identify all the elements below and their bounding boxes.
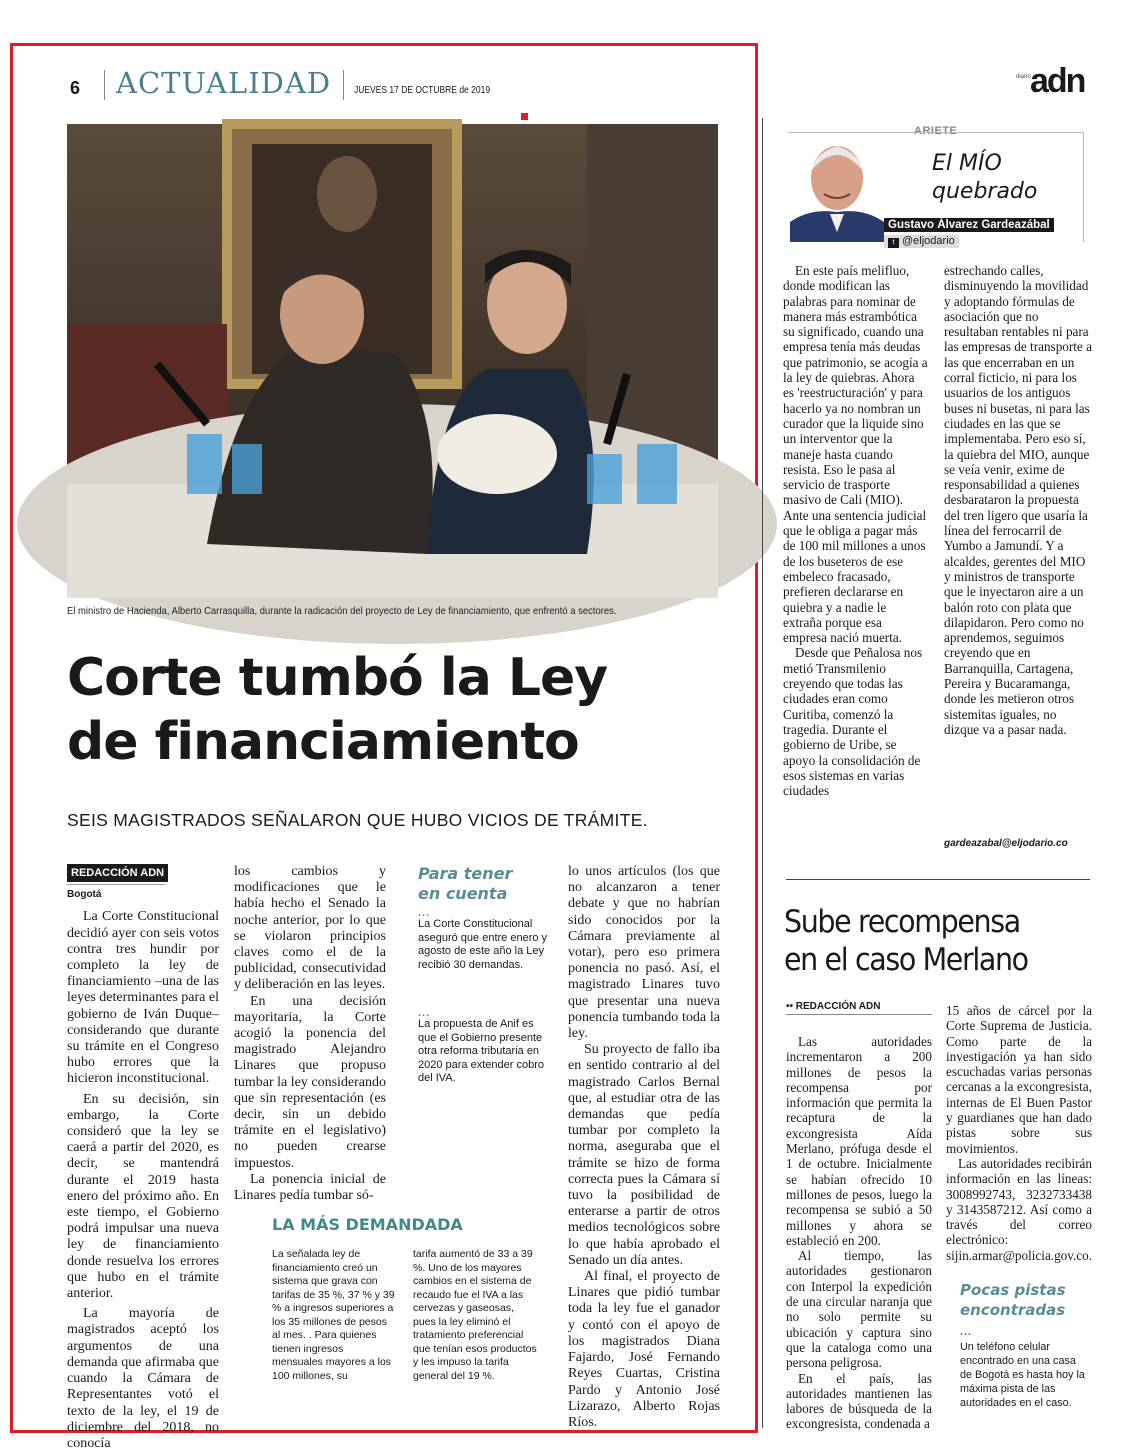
author-portrait — [790, 136, 884, 242]
byline-rule — [786, 1014, 932, 1015]
pocas-dots: ... — [960, 1324, 972, 1338]
paragraph: En su decisión, sin embargo, la Corte consideró que la ley se caerá a partir del 2020, es decir, se mantendrá durante el 2019 hasta enero del próximo año. En este tiempo, el Gobierno podrá impulsar una nueva ley de financiamiento donde resuelva los errores que hubo en el trámite anterior. — [67, 1091, 219, 1302]
note-title — [418, 864, 512, 904]
brand-small: diario — [1016, 74, 1031, 80]
article-column-1 — [67, 864, 219, 1452]
box-title: LA MÁS DEMANDADA — [272, 1215, 463, 1234]
opinion-column-1 — [783, 263, 928, 798]
paragraph: En el país, las autoridades mantienen las labores de búsqueda de la excongresista, condenada a — [786, 1370, 932, 1432]
opinion-kicker: ARIETE — [914, 125, 958, 137]
byline-rule — [67, 884, 165, 885]
article-photo — [67, 124, 718, 598]
header-divider — [343, 70, 344, 100]
opinion-title-line: quebrado — [932, 179, 1038, 204]
note-item-1 — [418, 908, 552, 972]
note-dots: ... — [418, 907, 431, 919]
article-subhead: SEIS MAGISTRADOS SEÑALARON QUE HUBO VICIOS DE TRÁMITE. — [67, 810, 648, 830]
twitter-bird-icon: t — [888, 238, 899, 248]
paragraph: Desde que Peñalosa nos metió Transmilenio creyendo que todas las ciudades eran como Curitiba, comenzó la tragedia. Durante el gobierno de Uribe, se apoyo la consolidación de esos sistemas en varias ciudades — [783, 645, 923, 799]
box-column-1: La señalada ley de financiamiento creó un sistema que grava con tarifas de 35 %, 37 % y 39 % a ingresos superiores a los 35 millones de pesos al mes. . Para quienes tienen ingresos mensuales mayores a los 100 millones, su — [272, 1248, 395, 1382]
paragraph: Las autoridades recibirán información en las líneas: 3008992743, 3232733438 y 3143587212. Así como a través del correo electrónico: sijin.armar@policia.gov.co. — [946, 1155, 1093, 1263]
merlano-column-1 — [786, 1034, 932, 1432]
headline-line: en el caso Merlano — [784, 942, 1028, 978]
note-item-2 — [418, 1008, 552, 1086]
article-column-4 — [568, 864, 720, 1431]
byline: REDACCIÓN ADN — [67, 864, 168, 882]
section-title: ACTUALIDAD — [116, 66, 332, 100]
box-column-2: tarifa aumentó de 33 a 39 %. Uno de los mayores cambios en el sistema de recaudo fue el IVA a las cervezas y gaseosas, pues la ley eliminó el tratamiento preferencial que tenían esos productos y les impuso la tarifa general del 19 %. — [413, 1248, 537, 1382]
paragraph: Las autoridades incrementaron a 200 millones de pesos la recompensa por información que permita la recaptura de la excongresista Aída Merlano, prófuga desde el 1 de octubre. Inicialmente se habían ofrecido 10 millones de pesos, luego la recompensa se subió a 50 millones y ahora se estableció en 200. — [786, 1034, 932, 1248]
note-title-line: en cuenta — [418, 884, 508, 903]
paragraph: Al final, el proyecto de Linares que pidió tumbar toda la ley fue el ganador y contó con el apoyo de los magistrados Diana Fajardo, José Fernando Reyes Cuartas, Cristina Pardo y Antonio José Lizarazo, Alberto Rojas Ríos. — [568, 1269, 720, 1430]
pocas-title — [960, 1280, 1066, 1320]
paragraph: estrechando calles, disminuyendo la movilidad y adoptando fórmulas de asociación que no resultaban rentables ni para las empresas de transporte a las que encerraban en un corral ficticio, ni para los usuarios de los antiguos buses ni busetas, ni para las ciudades en las que se implementaba. Pero eso sí, la quiebra del MIO, aunque se veía venir, exime de responsabilidad a quienes desbarataron la propuesta del tren ligero que usaría la línea del ferrocarril de Yumbo a Jamundí. Y a alcaldes, gerentes del MIO y ministros de transporte que le inyectaron aire a un balón roto con plata que dilapidaron. Pero como no aprendemos, seguimos creyendo que en Barranquilla, Cartagena, Pereira y Bucaramanga, donde les metieron otros sistemitas iguales, no dizque va a pasar nada. — [944, 263, 1092, 737]
page-number: 6 — [70, 78, 81, 98]
red-marker — [521, 113, 528, 120]
paragraph: Al tiempo, las autoridades gestionaron con Interpol la expedición de una circular naranja que no solo permite su ubicación y captura sino que la cataloga como una persona peligrosa. — [786, 1248, 932, 1371]
photo-caption: El ministro de Hacienda, Alberto Carrasquilla, durante la radicación del proyecto de Ley de financiamiento, que enfrentó a sectores. — [67, 605, 617, 617]
note-text: La propuesta de Anif es que el Gobierno presente otra reforma tributaria en 2020 para extender cobro del IVA. — [418, 1018, 544, 1084]
paragraph: Su proyecto de fallo iba en sentido contrario al del magistrado Carlos Bernal que, al estudiar otra de las demandas que pedía tumbar por completo la norma, aseguraba que el trámite se hizo de forma correcta pues la Cámara sí tuvo la posibilidad de enterarse a partir de otros medios tecnológicos sobre lo que había aprobado el Senado un día antes. — [568, 1042, 720, 1268]
pocas-title-line: encontradas — [960, 1301, 1066, 1319]
headline-line: de financiamiento — [67, 712, 579, 772]
issue-date: JUEVES 17 DE OCTUBRE de 2019 — [354, 85, 491, 96]
headline-line: Corte tumbó la Ley — [67, 648, 608, 708]
paragraph: En una decisión mayoritaria, la Corte acogió la ponencia del magistrado Alejandro Linares que propuso tumbar la ley considerando que sin representación (es decir, sin un debido trámite en el legislativo) no pueden crearse impuestos. — [234, 993, 387, 1171]
note-dots: ... — [418, 1007, 431, 1019]
merlano-byline: •• REDACCIÓN ADN — [786, 1001, 881, 1012]
paragraph: La ponencia inicial de Linares pedía tumbar só- — [234, 1171, 386, 1204]
author-email[interactable]: gardeazabal@eljodario.co — [944, 838, 1068, 849]
note-title-line: Para tener — [418, 864, 513, 883]
paragraph: La Corte Constitucional decidió ayer con seis votos contra tres hundir por completo la ley de financiamiento –una de las leyes determinantes para el gobierno de Iván Duque– considerando que durante su trámite en el Congreso hubo errores que la hicieron inconstitucional. — [67, 909, 219, 1087]
pocas-text: Un teléfono celular encontrado en una casa de Bogotá es hasta hoy la máxima pista de las autoridades en el caso. — [960, 1341, 1085, 1409]
adn-logo: adn — [1030, 62, 1085, 100]
opinion-title — [932, 150, 1037, 206]
photo-illustration — [67, 124, 718, 598]
opinion-column-2 — [944, 263, 1092, 737]
handle-text: @eljodario — [902, 235, 955, 247]
headline-line: Sube recompensa — [784, 904, 1020, 940]
opinion-title-line: El MÍO — [932, 151, 1002, 176]
article-column-2 — [234, 864, 386, 1204]
section-divider — [786, 879, 1090, 880]
dateline-city: Bogotá — [67, 889, 102, 901]
paragraph: 15 años de cárcel por la Corte Suprema de Justicia. Como parte de la investigación ya han sido escuchadas varias personas cercanas a la excongresista, internas de El Buen Pastor y guardianes que han dado pistas sobre sus movimientos. — [946, 1003, 1092, 1156]
main-headline — [67, 646, 747, 774]
paragraph: lo unos artículos (los que no alcanzaron a tener debate y que no habrían sido conocidos por la Cámara previamente al votar), pero eso primera ponencia no pasó. Así, el magistrado Linares tuvo que presentar una nueva ponencia tumbando toda la ley. — [568, 864, 720, 1042]
paragraph: La mayoría de magistrados aceptó los argumentos de una demanda que afirmaba que cuando la Cámara de Representantes votó el texto de la ley, el 19 de diciembre del 2018, no conocía — [67, 1306, 219, 1451]
pocas-title-line: Pocas pistas — [960, 1281, 1066, 1299]
header-divider — [104, 70, 105, 100]
portrait-illustration — [790, 136, 884, 242]
merlano-column-2 — [946, 1003, 1092, 1263]
opinion-author: Gustavo Álvarez Gardeazábal — [884, 218, 1054, 232]
paragraph: En este país melifluo, donde modifican las palabras para nominar de manera más estrambótica su significado, cuando una empresa tenía más deudas que patrimonio, se acogía a la ley de quiebras. Ahora es 'reestructuración' y para hacerlo ya no nombran un curador que la liquide sino un interventor que la maneje hasta cuando resista. Eso le pasa al servicio de trasporte masivo de Cali (MIO). Ante una sentencia judicial que le obliga a pagar más de 100 mil millones a unos de los buseteros de ese embeleco fracasado, prefieren declararse en quiebra y a nadie le extraña porque esa empresa nació muerta. — [783, 263, 928, 646]
column-divider — [762, 118, 763, 1428]
paragraph: los cambios y modificaciones que le había hecho el Senado la noche anterior, por lo que se violaron principios claves como el de la publicidad, consecutividad y deliberación en las leyes. — [234, 864, 386, 993]
opinion-handle[interactable] — [884, 235, 959, 248]
note-text: La Corte Constitucional aseguró que entre enero y agosto de este año la Ley recibió 30 demandas. — [418, 918, 548, 971]
merlano-headline — [784, 903, 1069, 979]
